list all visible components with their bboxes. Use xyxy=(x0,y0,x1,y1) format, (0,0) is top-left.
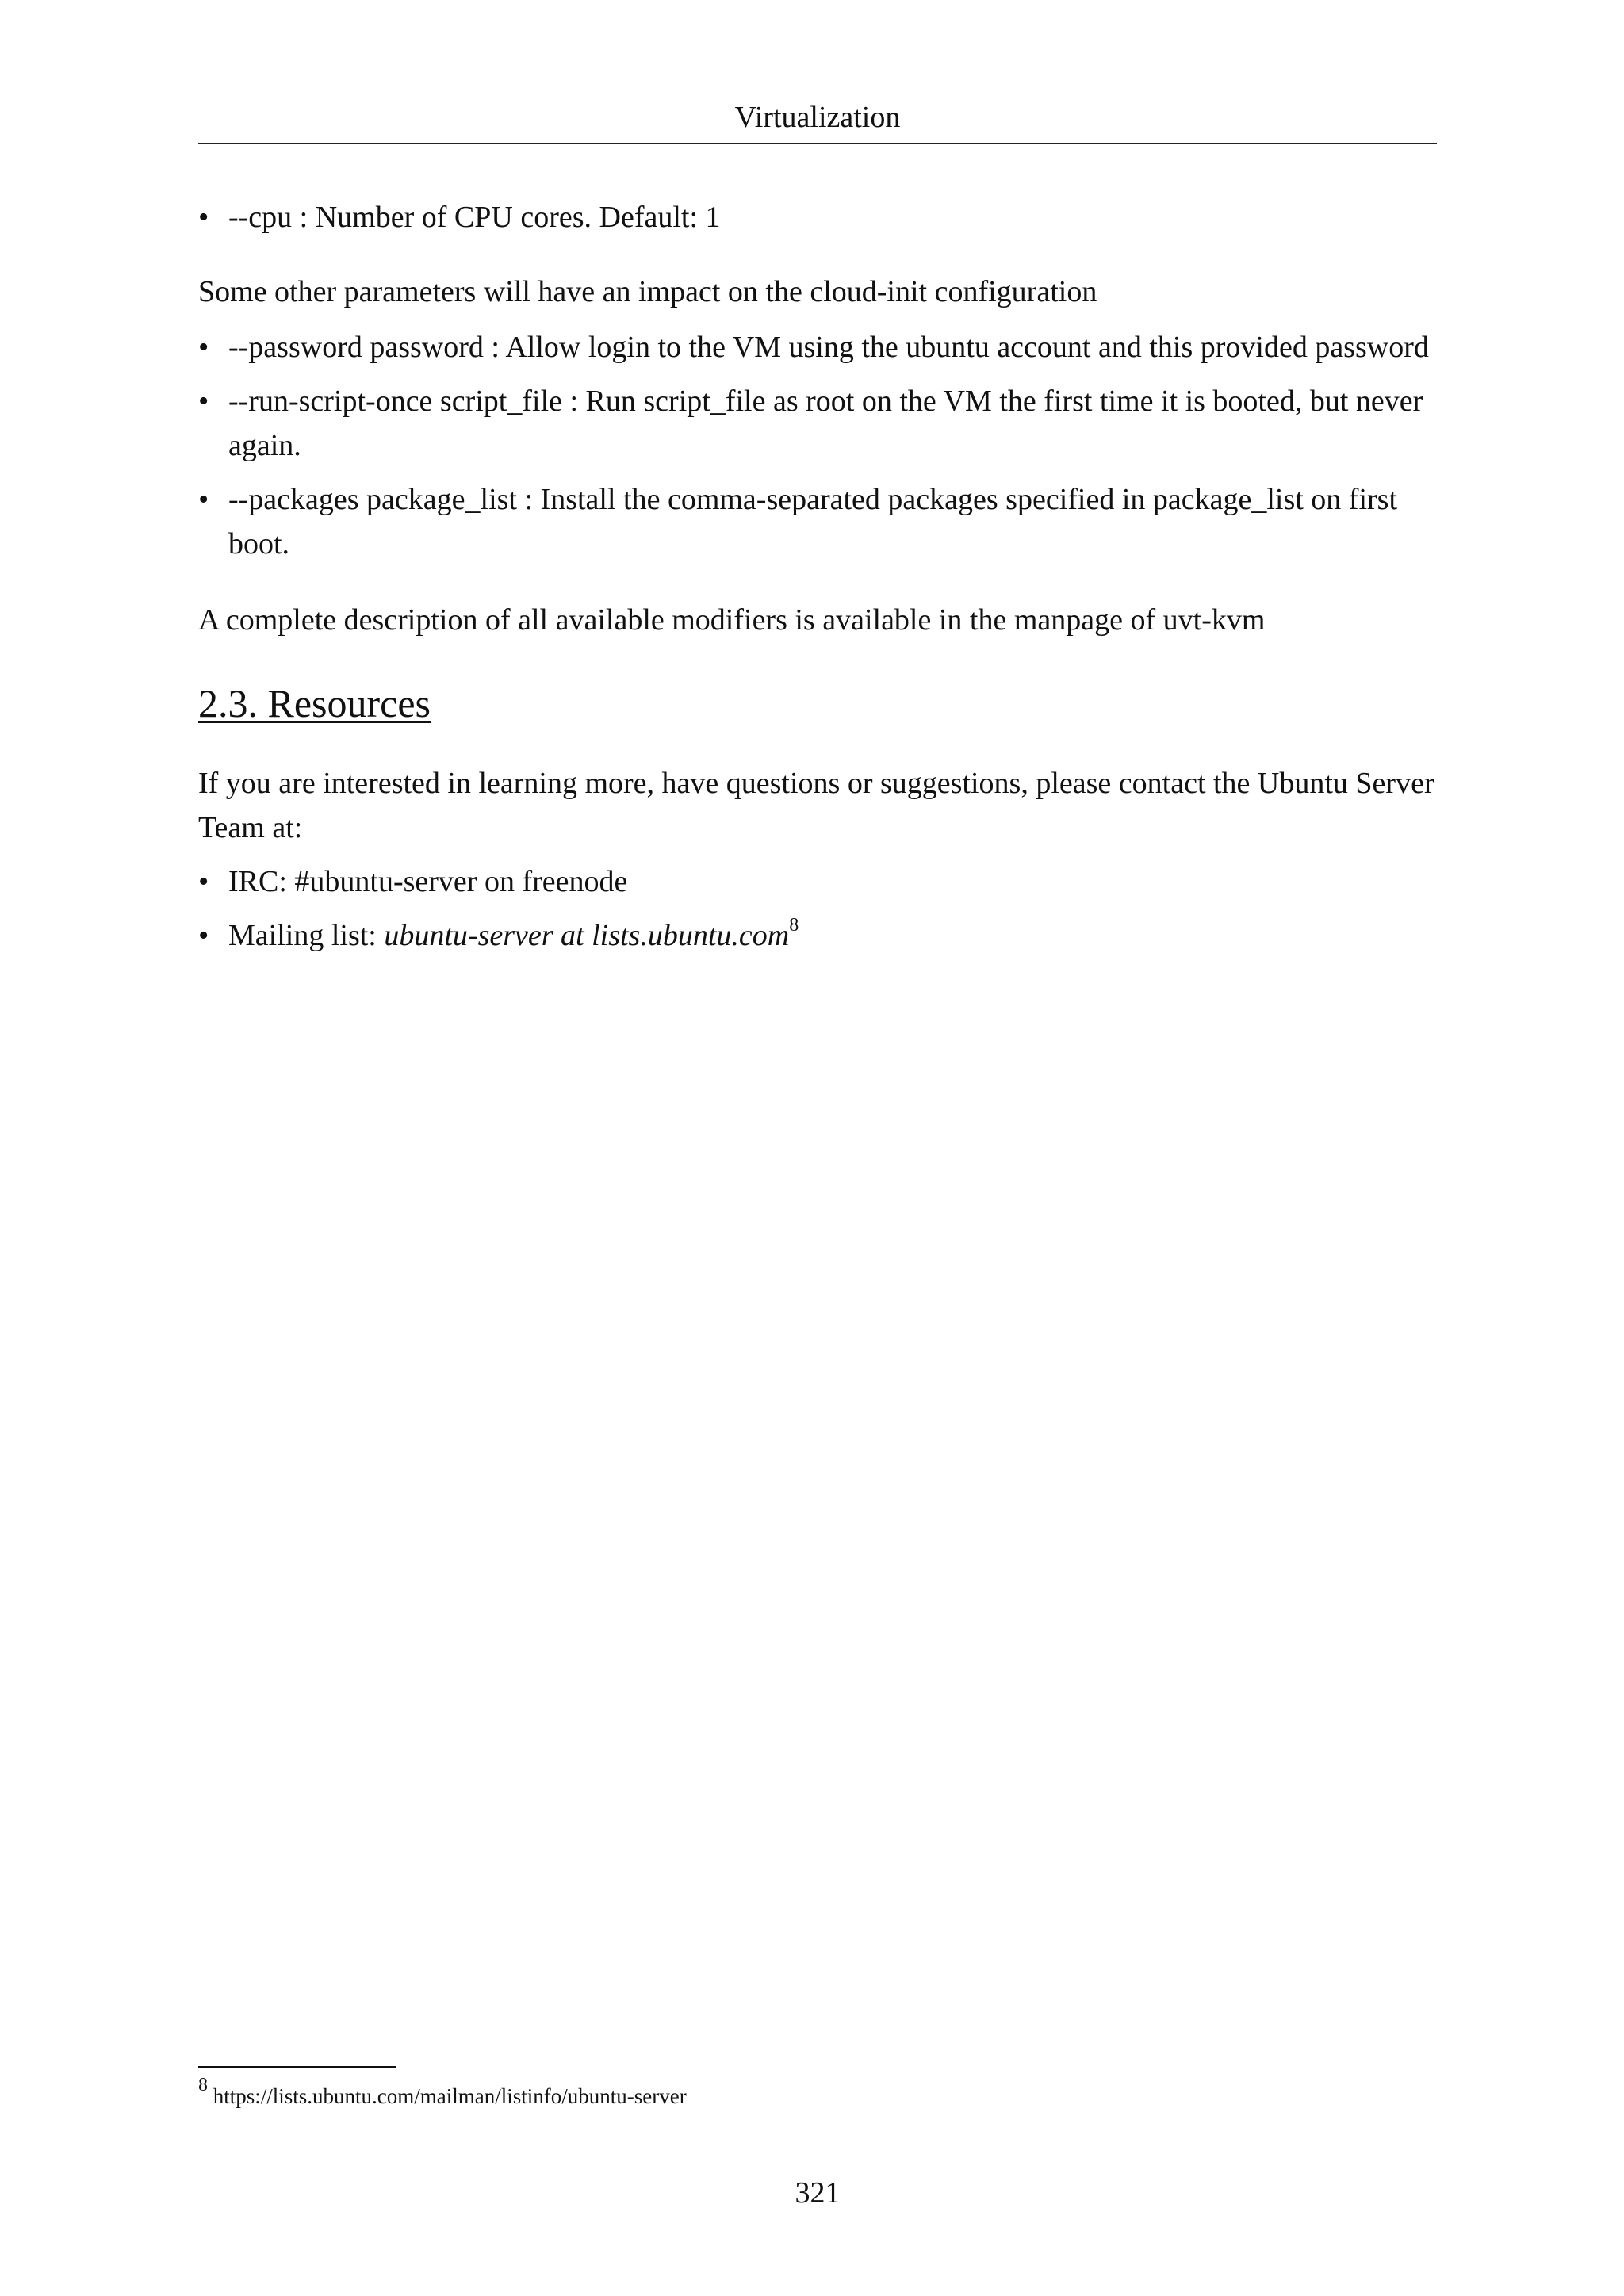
bullet-mark: • xyxy=(198,385,209,418)
list-item-body xyxy=(228,913,1437,958)
list-item-text: --run-script-once script_file : Run script_file as root on the VM the first time it is booted, but never again. xyxy=(228,385,1423,462)
paragraph-resources: If you are interested in learning more, have questions or suggestions, please contact the Ubuntu Server Team at: xyxy=(198,767,1434,844)
list-item-irc xyxy=(198,859,1437,904)
list-item-packages xyxy=(198,477,1437,566)
footnote-url[interactable]: https://lists.ubuntu.com/mailman/listinfo/ubuntu-server xyxy=(213,2084,687,2108)
header-rule xyxy=(198,143,1437,144)
list-item-mailing-list xyxy=(198,913,1437,958)
bullet-mark: • xyxy=(198,201,209,234)
list-item-text: --password password : Allow login to the VM using the ubuntu account and this provided password xyxy=(228,331,1429,364)
mailing-list-label: Mailing list: xyxy=(228,919,385,952)
list-item-text: IRC: #ubuntu-server on freenode xyxy=(228,865,628,898)
list-item-password xyxy=(198,325,1437,369)
footnote-rule xyxy=(198,2066,396,2068)
footnote-reference[interactable]: 8 xyxy=(789,915,799,936)
list-item-text: --cpu : Number of CPU cores. Default: 1 xyxy=(228,201,721,234)
bullet-mark: • xyxy=(198,331,209,364)
footnote xyxy=(198,2075,687,2112)
section-heading: 2.3. Resources xyxy=(198,681,431,725)
page-header: Virtualization xyxy=(734,101,901,134)
paragraph-cloud-init: Some other parameters will have an impact on the cloud-init configuration xyxy=(198,275,1097,308)
footnote-number: 8 xyxy=(198,2075,208,2095)
page-number: 321 xyxy=(795,2176,841,2210)
list-item-run-script xyxy=(198,379,1437,468)
list-item-text: --packages package_list : Install the comma-separated packages specified in package_list on first boot. xyxy=(228,483,1398,561)
bullet-mark: • xyxy=(198,483,209,516)
mailing-list-link[interactable]: ubuntu-server at lists.ubuntu.com xyxy=(384,919,790,952)
bullet-mark: • xyxy=(198,919,209,952)
bullet-mark: • xyxy=(198,865,209,898)
list-item-cpu xyxy=(198,195,1437,239)
paragraph-manpage: A complete description of all available modifiers is available in the manpage of uvt-kvm xyxy=(198,603,1266,637)
